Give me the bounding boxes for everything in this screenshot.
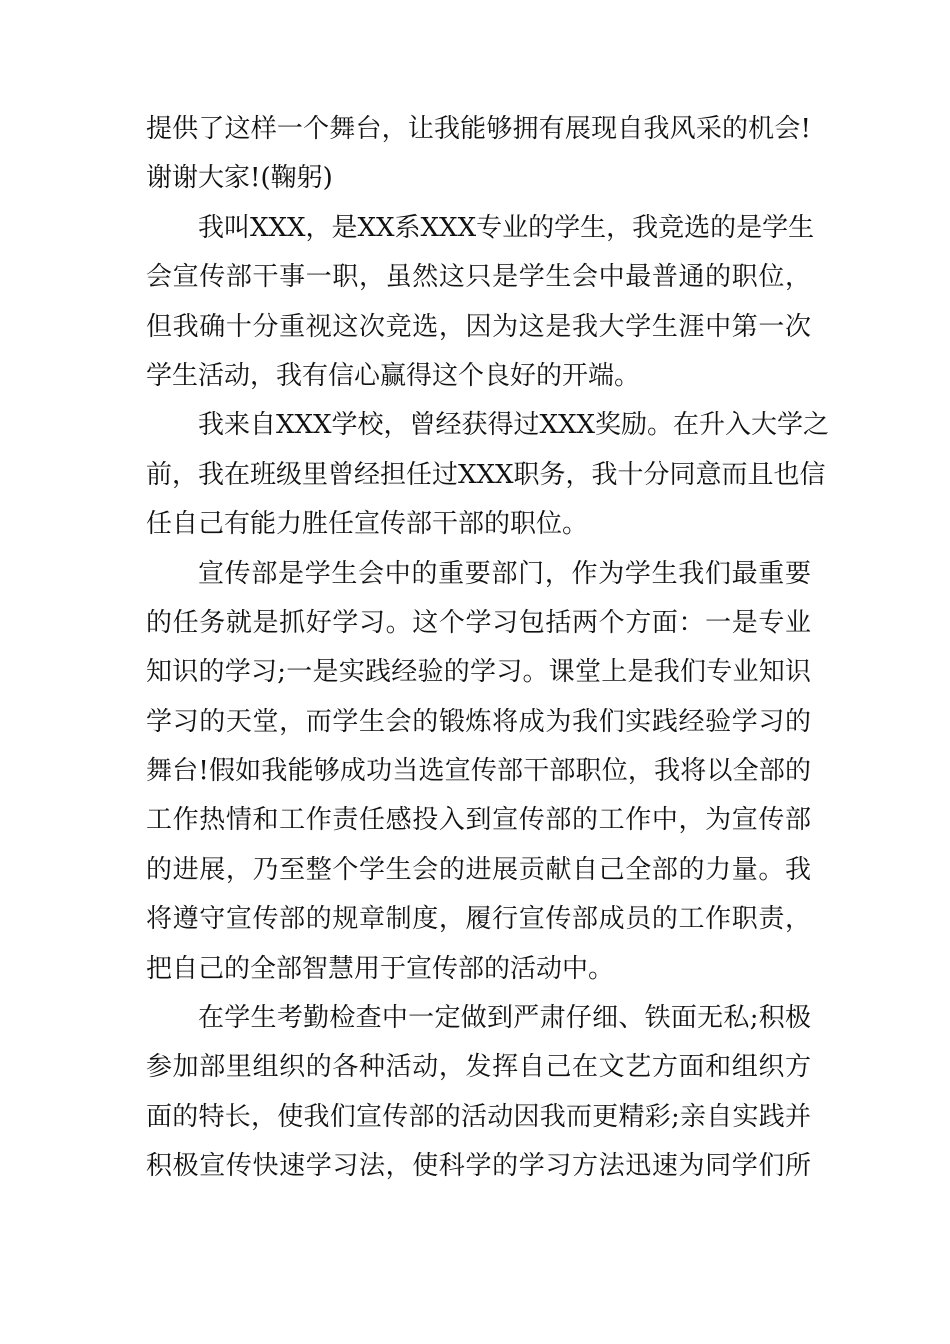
text-line: 任自己有能力胜任宣传部干部的职位。 xyxy=(146,509,589,540)
text-line: 前，我在班级里曾经担任过XXX职务，我十分同意而且也信 xyxy=(146,459,826,490)
text-line: 宣传部是学生会中的重要部门，作为学生我们最重要 xyxy=(198,558,811,589)
paragraph-2 xyxy=(146,204,815,402)
text-line: 我来自XXX学校，曾经获得过XXX奖励。在升入大学之 xyxy=(198,410,830,441)
document-body xyxy=(146,105,830,1192)
text-line: 将遵守宣传部的规章制度，履行宣传部成员的工作职责， xyxy=(146,904,811,935)
text-line: 在学生考勤检查中一定做到严肃仔细、铁面无私;积极 xyxy=(198,1003,811,1034)
text-line: 提供了这样一个舞台，让我能够拥有展现自我风采的机会! xyxy=(146,114,811,144)
text-line: 舞台!假如我能够成功当选宣传部干部职位，我将以全部的 xyxy=(146,756,811,787)
paragraph-3 xyxy=(146,401,830,549)
text-line: 参加部里组织的各种活动，发挥自己在文艺方面和组织方 xyxy=(146,1052,811,1083)
text-line: 的进展，乃至整个学生会的进展贡献自己全部的力量。我 xyxy=(146,854,811,885)
text-line: 积极宣传快速学习法，使科学的学习方法迅速为同学们所 xyxy=(146,1151,811,1182)
text-line: 面的特长，使我们宣传部的活动因我而更精彩;亲自实践并 xyxy=(146,1101,811,1132)
text-line: 的任务就是抓好学习。这个学习包括两个方面：一是专业 xyxy=(146,607,811,638)
text-line: 学生活动，我有信心赢得这个良好的开端。 xyxy=(146,360,641,391)
text-line: 谢谢大家!(鞠躬) xyxy=(146,163,333,194)
text-line: 把自己的全部智慧用于宣传部的活动中。 xyxy=(146,953,615,984)
paragraph-5 xyxy=(146,994,811,1192)
text-line: 但我确十分重视这次竞选，因为这是我大学生涯中第一次 xyxy=(146,311,811,342)
text-line: 我叫XXX，是XX系XXX专业的学生，我竞选的是学生 xyxy=(198,212,815,243)
paragraph-1 xyxy=(146,105,811,204)
paragraph-4 xyxy=(146,550,811,995)
text-line: 会宣传部干事一职，虽然这只是学生会中最普通的职位， xyxy=(146,262,811,293)
text-line: 知识的学习;一是实践经验的学习。课堂上是我们专业知识 xyxy=(146,657,811,688)
text-line: 工作热情和工作责任感投入到宣传部的工作中，为宣传部 xyxy=(146,805,811,836)
text-line: 学习的天堂，而学生会的锻炼将成为我们实践经验学习的 xyxy=(146,706,811,737)
